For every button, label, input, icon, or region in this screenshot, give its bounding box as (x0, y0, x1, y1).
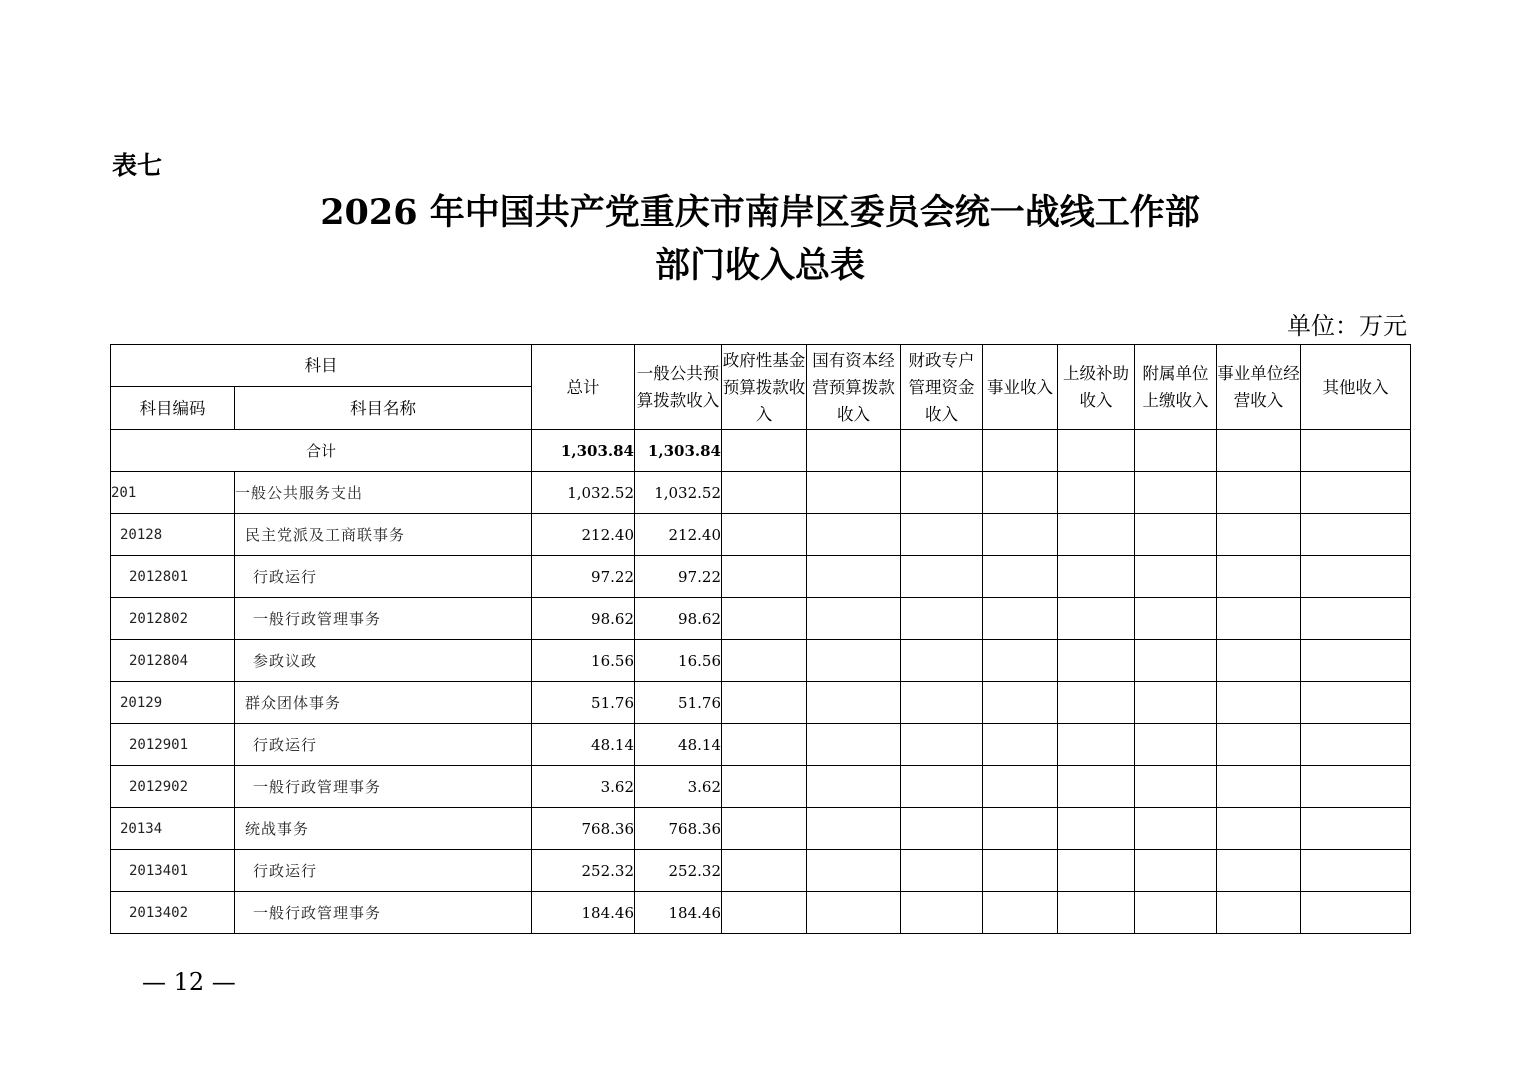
header-subject-name: 科目名称 (235, 387, 532, 430)
subject-name-cell: 参政议政 (235, 640, 532, 682)
empty-cell (807, 892, 901, 934)
subject-code-cell: 2012804 (111, 640, 235, 682)
document-title-line1: 2026 年中国共产党重庆市南岸区委员会统一战线工作部 (320, 192, 1200, 233)
empty-cell (1217, 598, 1301, 640)
general-budget-cell: 1,032.52 (635, 472, 722, 514)
subject-code-cell: 2012902 (111, 766, 235, 808)
empty-cell (1058, 850, 1135, 892)
empty-cell (1058, 598, 1135, 640)
empty-cell (807, 430, 901, 472)
subject-name-cell: 一般行政管理事务 (235, 598, 532, 640)
total-cell: 768.36 (532, 808, 635, 850)
table-row (111, 850, 1411, 892)
empty-cell (983, 808, 1058, 850)
subject-name-cell: 行政运行 (235, 556, 532, 598)
total-cell: 212.40 (532, 514, 635, 556)
empty-cell (1301, 682, 1411, 724)
subject-name-cell: 行政运行 (235, 724, 532, 766)
general-budget-cell: 768.36 (635, 808, 722, 850)
empty-cell (807, 472, 901, 514)
empty-cell (983, 850, 1058, 892)
table-row (111, 724, 1411, 766)
empty-cell (1301, 556, 1411, 598)
general-budget-cell: 48.14 (635, 724, 722, 766)
table-row (111, 640, 1411, 682)
empty-cell (722, 430, 807, 472)
document-title-line2: 部门收入总表 (654, 245, 865, 286)
empty-cell (901, 514, 983, 556)
empty-cell (1135, 808, 1217, 850)
subject-code-cell: 2012802 (111, 598, 235, 640)
header-other-income: 其他收入 (1301, 345, 1411, 430)
empty-cell (722, 514, 807, 556)
header-superior-subsidy: 上级补助收入 (1058, 345, 1135, 430)
subject-code-cell: 201 (111, 472, 235, 514)
subject-code-cell: 2012901 (111, 724, 235, 766)
empty-cell (1135, 724, 1217, 766)
subject-name-cell: 统战事务 (235, 808, 532, 850)
empty-cell (901, 640, 983, 682)
total-cell: 98.62 (532, 598, 635, 640)
total-cell: 1,032.52 (532, 472, 635, 514)
table-row (111, 808, 1411, 850)
empty-cell (983, 472, 1058, 514)
empty-cell (901, 892, 983, 934)
subject-code-cell: 20134 (111, 808, 235, 850)
subject-name-cell: 一般行政管理事务 (235, 892, 532, 934)
empty-cell (983, 556, 1058, 598)
empty-cell (722, 850, 807, 892)
general-budget-cell: 97.22 (635, 556, 722, 598)
total-cell: 252.32 (532, 850, 635, 892)
empty-cell (1301, 472, 1411, 514)
total-cell: 48.14 (532, 724, 635, 766)
empty-cell (1217, 766, 1301, 808)
empty-cell (901, 850, 983, 892)
header-state-capital: 国有资本经营预算拨款收入 (807, 345, 901, 430)
general-budget-cell: 252.32 (635, 850, 722, 892)
empty-cell (807, 808, 901, 850)
empty-cell (1301, 430, 1411, 472)
subject-code-cell: 20128 (111, 514, 235, 556)
empty-cell (983, 640, 1058, 682)
total-cell-total: 1,303.84 (532, 430, 635, 472)
empty-cell (722, 640, 807, 682)
subject-code-cell: 2013402 (111, 892, 235, 934)
empty-cell (1301, 640, 1411, 682)
subject-code-cell: 2013401 (111, 850, 235, 892)
empty-cell (1301, 850, 1411, 892)
empty-cell (983, 724, 1058, 766)
general-budget-cell: 3.62 (635, 766, 722, 808)
table-row (111, 472, 1411, 514)
empty-cell (901, 766, 983, 808)
empty-cell (1135, 892, 1217, 934)
subject-code-cell: 20129 (111, 682, 235, 724)
header-business-income: 事业收入 (983, 345, 1058, 430)
empty-cell (983, 598, 1058, 640)
page-number: — 12 — (142, 968, 236, 996)
empty-cell (901, 724, 983, 766)
total-cell: 184.46 (532, 892, 635, 934)
empty-cell (983, 430, 1058, 472)
empty-cell (1058, 766, 1135, 808)
empty-cell (807, 682, 901, 724)
subject-name-cell: 一般公共服务支出 (235, 472, 532, 514)
empty-cell (1217, 892, 1301, 934)
empty-cell (1217, 850, 1301, 892)
table-row (111, 556, 1411, 598)
empty-cell (1217, 808, 1301, 850)
total-cell: 51.76 (532, 682, 635, 724)
empty-cell (1135, 598, 1217, 640)
empty-cell (983, 892, 1058, 934)
total-label: 合计 (111, 430, 532, 472)
empty-cell (1217, 430, 1301, 472)
empty-cell (807, 640, 901, 682)
empty-cell (1058, 640, 1135, 682)
subject-name-cell: 群众团体事务 (235, 682, 532, 724)
empty-cell (901, 808, 983, 850)
empty-cell (1058, 514, 1135, 556)
header-subject: 科目 (111, 345, 532, 387)
empty-cell (1217, 556, 1301, 598)
empty-cell (1058, 724, 1135, 766)
empty-cell (1135, 682, 1217, 724)
empty-cell (722, 556, 807, 598)
empty-cell (807, 766, 901, 808)
empty-cell (1135, 640, 1217, 682)
empty-cell (807, 724, 901, 766)
empty-cell (901, 682, 983, 724)
empty-cell (722, 472, 807, 514)
empty-cell (1217, 682, 1301, 724)
empty-cell (1301, 892, 1411, 934)
empty-cell (1217, 724, 1301, 766)
general-budget-cell: 212.40 (635, 514, 722, 556)
empty-cell (1135, 850, 1217, 892)
empty-cell (1301, 514, 1411, 556)
empty-cell (1135, 472, 1217, 514)
subject-name-cell: 行政运行 (235, 850, 532, 892)
empty-cell (901, 598, 983, 640)
empty-cell (807, 556, 901, 598)
total-row (111, 430, 1411, 472)
empty-cell (1301, 808, 1411, 850)
header-gov-fund: 政府性基金预算拨款收入 (722, 345, 807, 430)
empty-cell (1058, 430, 1135, 472)
empty-cell (1135, 430, 1217, 472)
empty-cell (722, 808, 807, 850)
empty-cell (983, 766, 1058, 808)
header-subject-code: 科目编码 (111, 387, 235, 430)
empty-cell (1135, 556, 1217, 598)
empty-cell (1301, 598, 1411, 640)
empty-cell (1058, 682, 1135, 724)
general-budget-cell: 16.56 (635, 640, 722, 682)
empty-cell (1217, 514, 1301, 556)
empty-cell (901, 430, 983, 472)
empty-cell (722, 892, 807, 934)
total-cell-general-budget: 1,303.84 (635, 430, 722, 472)
empty-cell (1135, 514, 1217, 556)
empty-cell (807, 514, 901, 556)
income-summary-table (110, 344, 1411, 934)
empty-cell (901, 556, 983, 598)
empty-cell (1135, 766, 1217, 808)
table-label: 表七 (112, 151, 163, 180)
empty-cell (901, 472, 983, 514)
header-general-budget: 一般公共预算拨款收入 (635, 345, 722, 430)
empty-cell (1301, 766, 1411, 808)
total-cell: 16.56 (532, 640, 635, 682)
header-affiliated-payment: 附属单位上缴收入 (1135, 345, 1217, 430)
empty-cell (722, 766, 807, 808)
subject-code-cell: 2012801 (111, 556, 235, 598)
general-budget-cell: 98.62 (635, 598, 722, 640)
total-cell: 97.22 (532, 556, 635, 598)
subject-name-cell: 一般行政管理事务 (235, 766, 532, 808)
empty-cell (1058, 472, 1135, 514)
header-total: 总计 (532, 345, 635, 430)
table-row (111, 682, 1411, 724)
table-row (111, 892, 1411, 934)
table-row (111, 514, 1411, 556)
table-row (111, 766, 1411, 808)
empty-cell (1217, 472, 1301, 514)
total-cell: 3.62 (532, 766, 635, 808)
empty-cell (1058, 808, 1135, 850)
empty-cell (807, 598, 901, 640)
empty-cell (722, 598, 807, 640)
empty-cell (983, 682, 1058, 724)
empty-cell (807, 850, 901, 892)
empty-cell (983, 514, 1058, 556)
table-row (111, 598, 1411, 640)
empty-cell (1058, 556, 1135, 598)
empty-cell (722, 682, 807, 724)
unit-label: 单位：万元 (1287, 312, 1407, 340)
empty-cell (1301, 724, 1411, 766)
empty-cell (1058, 892, 1135, 934)
empty-cell (1217, 640, 1301, 682)
header-operating-income: 事业单位经营收入 (1217, 345, 1301, 430)
general-budget-cell: 184.46 (635, 892, 722, 934)
general-budget-cell: 51.76 (635, 682, 722, 724)
empty-cell (722, 724, 807, 766)
header-fiscal-account: 财政专户管理资金收入 (901, 345, 983, 430)
subject-name-cell: 民主党派及工商联事务 (235, 514, 532, 556)
